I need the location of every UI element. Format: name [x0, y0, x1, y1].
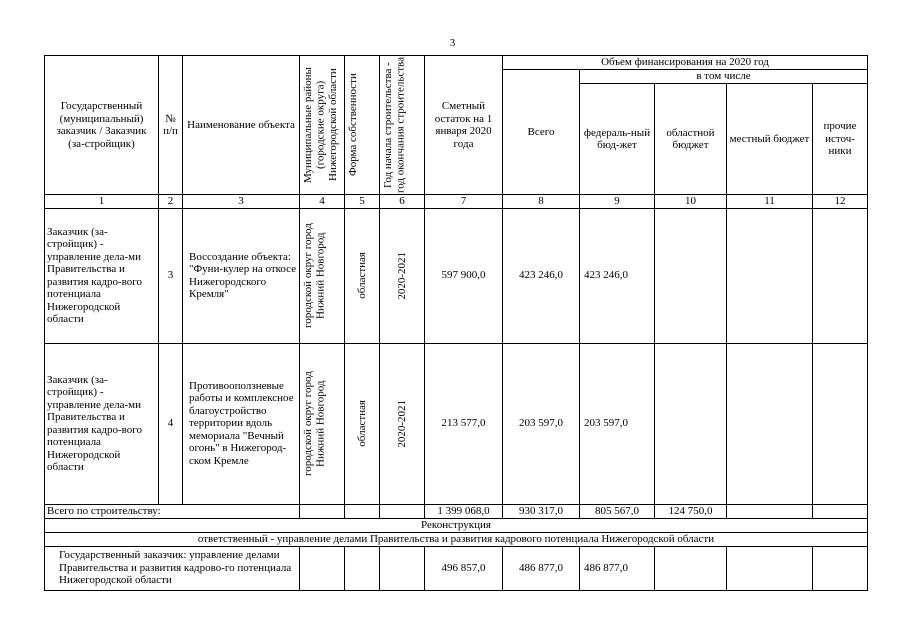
responsible-label: ответственный - управление делами Правительства и развития кадрового потенциала Нижегородской области	[45, 532, 868, 546]
row-ownership: областная	[345, 343, 380, 504]
row-other	[813, 208, 868, 343]
column-number: 9	[580, 195, 655, 209]
row-regional	[655, 208, 727, 343]
row-num: 4	[159, 343, 183, 504]
column-number: 10	[655, 195, 727, 209]
header-num: № п/п	[159, 56, 183, 195]
total-label: Всего по строительству:	[45, 504, 300, 518]
total-total: 930 317,0	[503, 504, 580, 518]
empty-cell	[345, 546, 380, 590]
column-number: 4	[300, 195, 345, 209]
row-total: 423 246,0	[503, 208, 580, 343]
column-number: 8	[503, 195, 580, 209]
header-total: Всего	[503, 70, 580, 195]
column-number: 2	[159, 195, 183, 209]
empty-cell	[380, 504, 425, 518]
gov-total: 486 877,0	[503, 546, 580, 590]
column-number: 11	[727, 195, 813, 209]
row-num: 3	[159, 208, 183, 343]
row-district: городской округ город Нижний Новгород	[300, 343, 345, 504]
gov-federal: 486 877,0	[580, 546, 655, 590]
table-row	[45, 343, 868, 504]
row-federal: 423 246,0	[580, 208, 655, 343]
row-district: городской округ город Нижний Новгород	[300, 208, 345, 343]
gov-customer-row	[45, 546, 868, 590]
row-balance: 597 900,0	[425, 208, 503, 343]
header-including: в том числе	[580, 70, 868, 84]
header-funding-title: Объем финансирования на 2020 год	[503, 56, 868, 70]
total-balance: 1 399 068,0	[425, 504, 503, 518]
column-numbers-row	[45, 195, 868, 209]
column-number: 6	[380, 195, 425, 209]
row-customer: Заказчик (за-стройщик) - управление дела-ми Правительства и развития кадро-вого потенциала Нижегородской области	[45, 208, 159, 343]
column-number: 12	[813, 195, 868, 209]
row-local	[727, 343, 813, 504]
gov-balance: 496 857,0	[425, 546, 503, 590]
table-row	[45, 208, 868, 343]
row-years: 2020-2021	[380, 208, 425, 343]
total-federal: 805 567,0	[580, 504, 655, 518]
empty-cell	[727, 546, 813, 590]
column-number: 1	[45, 195, 159, 209]
header-districts: Муниципальные районы (городские округа) Нижегородской области	[300, 56, 345, 195]
empty-cell	[345, 504, 380, 518]
row-total: 203 597,0	[503, 343, 580, 504]
header-customer: Государственный (муниципальный) заказчик / Заказчик (за-стройщик)	[45, 56, 159, 195]
column-number: 3	[183, 195, 300, 209]
empty-cell	[813, 504, 868, 518]
header-federal: федераль-ный бюд-жет	[580, 84, 655, 195]
gov-customer: Государственный заказчик: управление делами Правительства и развития кадрово-го потенциала Нижегородской области	[45, 546, 300, 590]
empty-cell	[727, 504, 813, 518]
row-object-name: Противооползневые работы и комплексное благоустройство территории вдоль мемориала "Вечный огонь" в Нижегород-ском Кремле	[183, 343, 300, 504]
row-customer: Заказчик (за-стройщик) - управление дела-ми Правительства и развития кадро-вого потенциала Нижегородской области	[45, 343, 159, 504]
row-balance: 213 577,0	[425, 343, 503, 504]
header-ownership: Форма собственности	[345, 56, 380, 195]
row-years: 2020-2021	[380, 343, 425, 504]
reconstruction-label: Реконструкция	[45, 518, 868, 532]
column-number: 7	[425, 195, 503, 209]
empty-cell	[300, 504, 345, 518]
funding-table	[44, 55, 868, 591]
empty-cell	[655, 546, 727, 590]
header-regional: областной бюджет	[655, 84, 727, 195]
row-object-name: Воссоздание объекта: "Фуни-кулер на откосе Нижегородского Кремля"	[183, 208, 300, 343]
row-other	[813, 343, 868, 504]
total-regional: 124 750,0	[655, 504, 727, 518]
header-object-name: Наименование объекта	[183, 56, 300, 195]
header-years: Год начала строительства - год окончания строительства	[380, 56, 425, 195]
page-number: 3	[449, 37, 456, 49]
header-local: местный бюджет	[727, 84, 813, 195]
empty-cell	[300, 546, 345, 590]
row-ownership: областная	[345, 208, 380, 343]
column-number: 5	[345, 195, 380, 209]
header-balance: Сметный остаток на 1 января 2020 года	[425, 56, 503, 195]
header-other: прочие источ-ники	[813, 84, 868, 195]
empty-cell	[813, 546, 868, 590]
empty-cell	[380, 546, 425, 590]
row-local	[727, 208, 813, 343]
row-federal: 203 597,0	[580, 343, 655, 504]
total-row	[45, 504, 868, 518]
row-regional	[655, 343, 727, 504]
